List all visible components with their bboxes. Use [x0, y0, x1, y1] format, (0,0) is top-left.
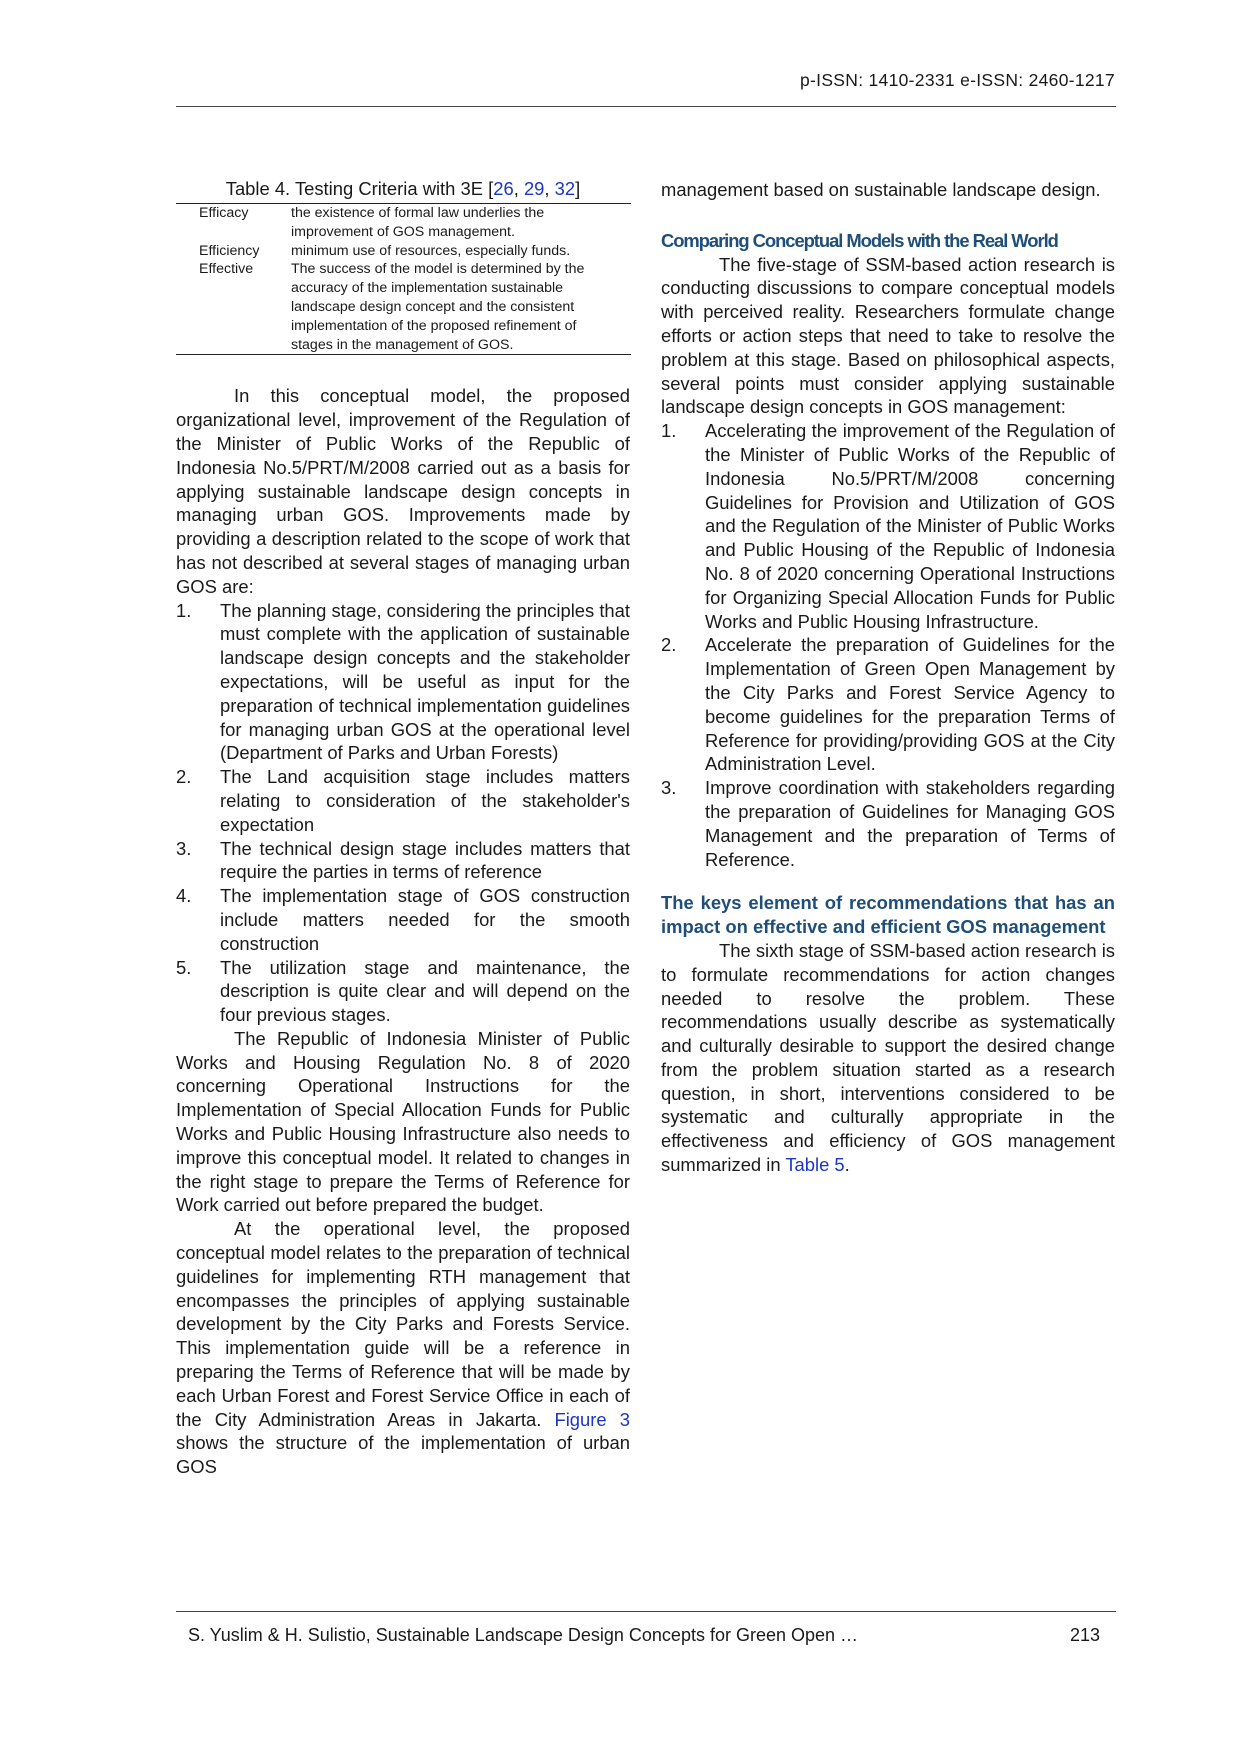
list-text: The technical design stage includes matters that require the parties in terms of reference — [220, 837, 630, 883]
paragraph-text: At the operational level, the proposed conceptual model relates to the preparation of technical guidelines for implementing RTH management that encompasses the principles of applying sustainable development by the City Parks and Forests Service. This implementation guide will be a reference in preparing the Terms of Reference that will be made by each Urban Forest and Forest Service Office in each of the City Administration Areas in Jakarta. — [176, 1218, 630, 1430]
table-row — [176, 242, 631, 261]
footer-rule — [176, 1611, 1116, 1612]
list-text: The implementation stage of GOS construction include matters needed for the smooth construction — [220, 885, 630, 954]
criteria-table — [176, 203, 631, 355]
list-text: The planning stage, considering the principles that must complete with the application of sustainable landscape design concepts and the stakeholder expectations, will be useful as input for the preparation of technical implementation guidelines for managing urban GOS at the operational level (Department of Parks and Urban Forests) — [220, 599, 630, 764]
journal-issn: p-ISSN: 1410-2331 e-ISSN: 2460-1217 — [800, 70, 1115, 90]
recommendation-points-list — [661, 419, 1115, 871]
table-caption-suffix: ] — [575, 178, 581, 199]
body-paragraph: The Republic of Indonesia Minister of Public Works and Housing Regulation No. 8 of 2020 concerning Operational Instructions for the Implementation of Special Allocation Funds for Public Works and Public Housing Infrastructure also needs to improve this conceptual model. It related to changes in the right stage to prepare the Terms of Reference for Work carried out before prepared the budget. — [176, 1027, 630, 1216]
citation-separator: , — [513, 178, 524, 199]
list-item — [176, 765, 630, 836]
footer-citation: S. Yuslim & H. Sulistio, Sustainable Landscape Design Concepts for Green Open … — [188, 1625, 859, 1645]
list-item — [176, 837, 630, 885]
header-rule — [176, 106, 1116, 107]
paragraph-text: shows the structure of the implementation of urban GOS — [176, 1432, 630, 1478]
table-row — [176, 260, 631, 354]
description-cell: minimum use of resources, especially funds. — [291, 242, 571, 259]
list-number: 2. — [176, 766, 192, 788]
list-item — [661, 633, 1115, 776]
list-number: 5. — [176, 956, 192, 978]
list-text: Improve coordination with stakeholders regarding the preparation of Guidelines for Managing GOS Management and the preparation of Terms of Reference. — [705, 777, 1115, 870]
list-item — [661, 776, 1115, 871]
figure-3-link[interactable]: Figure 3 — [554, 1408, 630, 1430]
list-number: 2. — [661, 634, 677, 656]
list-number: 1. — [661, 420, 677, 442]
body-paragraph: The five-stage of SSM-based action research is conducting discussions to compare conceptual models with perceived reality. Researchers formulate change efforts or action steps that need to take to resolve the problem at this stage. Based on philosophical aspects, several points must consider applying sustainable landscape design concepts in GOS management: — [661, 253, 1115, 418]
list-number: 1. — [176, 599, 192, 621]
page-number: 213 — [1070, 1625, 1101, 1645]
list-item — [176, 884, 630, 955]
table-caption-prefix: Table 4. Testing Criteria with 3E [ — [225, 178, 494, 199]
section-heading-key-elements: The keys element of recommendations that has an impact on effective and efficient GOS management — [661, 892, 1115, 938]
list-item — [661, 419, 1115, 633]
list-item — [176, 599, 630, 766]
list-number: 4. — [176, 885, 192, 907]
criterion-cell: Effective — [199, 261, 254, 278]
section-heading-comparing-models: Comparing Conceptual Models with the Real World — [661, 229, 1058, 251]
criterion-cell: Efficiency — [199, 242, 260, 259]
list-number: 3. — [176, 837, 192, 859]
list-item — [176, 956, 630, 1027]
body-paragraph: management based on sustainable landscape design. — [661, 179, 1101, 200]
citation-link-26[interactable]: 26 — [493, 178, 514, 199]
right-column — [661, 178, 1115, 1177]
list-text: Accelerating the improvement of the Regulation of the Minister of Public Works of the Republic of Indonesia No.5/PRT/M/2008 concerning Guidelines for Provision and Utilization of GOS and the Regulation of the Minister of Public Works and Public Housing of the Republic of Indonesia No. 8 of 2020 concerning Operational Instructions for Organizing Special Allocation Funds for Public Works and Public Housing Infrastructure. — [705, 420, 1115, 632]
table-5-link[interactable]: Table 5 — [785, 1154, 845, 1176]
criterion-cell: Efficacy — [199, 205, 249, 221]
paragraph-text: . — [844, 1154, 850, 1176]
description-cell: the existence of formal law underlies the improvement of GOS management. — [291, 205, 545, 240]
table-row — [176, 204, 631, 242]
citation-link-32[interactable]: 32 — [554, 178, 576, 199]
left-column — [176, 178, 630, 1479]
citation-separator: , — [544, 178, 555, 199]
body-paragraph — [176, 1217, 630, 1479]
table-caption — [176, 178, 630, 200]
description-cell: The success of the model is determined by the accuracy of the implementation sustainable landscape design concept and the consistent implementation of the proposed refinement of stages in the management of GOS. — [291, 261, 585, 353]
body-paragraph: In this conceptual model, the proposed organizational level, improvement of the Regulation of the Minister of Public Works of the Republic of Indonesia No.5/PRT/M/2008 carried out as a basis for applying sustainable landscape design concepts in managing urban GOS. Improvements made by providing a description related to the scope of work that has not described at several stages of managing urban GOS are: — [176, 385, 630, 597]
body-paragraph — [661, 939, 1115, 1177]
paragraph-text: The sixth stage of SSM-based action research is to formulate recommendations for action changes needed to resolve the problem. These recommendations usually describe as systematically and culturally desirable to support the desired change from the problem situation started as a research question, in short, interventions considered to be systematic and culturally appropriate in the effectiveness and efficiency of GOS management summarized in — [661, 939, 1115, 1176]
list-text: The Land acquisition stage includes matters relating to consideration of the stakeholder's expectation — [220, 766, 630, 835]
citation-link-29[interactable]: 29 — [523, 178, 545, 199]
list-number: 3. — [661, 777, 677, 799]
list-text: Accelerate the preparation of Guidelines for the Implementation of Green Open Management by the City Parks and Forest Service Agency to become guidelines for the preparation Terms of Reference for providing/providing GOS at the City Administration Level. — [705, 634, 1115, 775]
list-text: The utilization stage and maintenance, the description is quite clear and will depend on the four previous stages. — [220, 956, 630, 1026]
stages-list — [176, 599, 630, 1027]
